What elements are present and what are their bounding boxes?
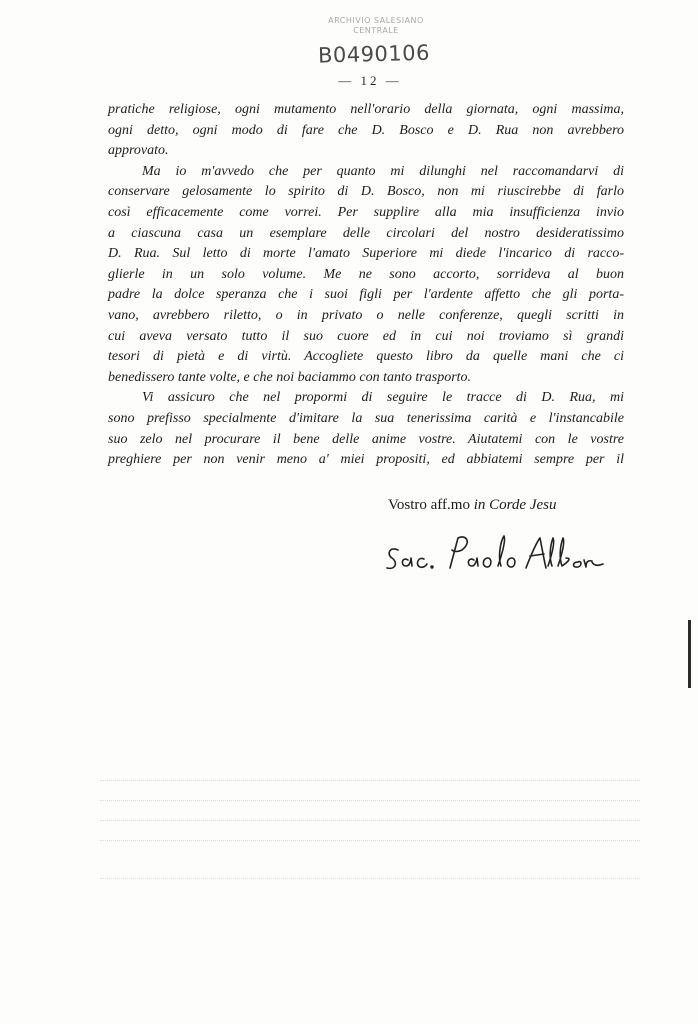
archive-number: B0490106 <box>317 40 431 68</box>
text-line: Vi assicuro che nel propormi di seguire le tracce di D. Rua, mi <box>142 390 624 406</box>
text-line: approvato. <box>108 143 169 159</box>
archive-stamp-line-1: ARCHIVIO SALESIANO <box>328 16 424 25</box>
letter-body <box>108 100 624 471</box>
margin-ink-mark <box>688 620 691 688</box>
text-line: sono prefisso specialmente d'imitare la sua tenerissima carità e l'instancabile <box>108 410 624 426</box>
text-line: Ma io m'avvedo che per quanto mi dilunghi nel raccomandarvi di <box>142 163 624 179</box>
text-line: così efficacemente come vorrei. Per supplire alla mia insufficienza invio <box>108 204 624 220</box>
bleed-through-line <box>100 820 640 822</box>
text-line: padre la dolce speranza che i suoi figli per l'ardente affetto che gli porta- <box>108 287 624 303</box>
archive-stamp <box>326 16 426 36</box>
text-line: tesori di pietà e di virtù. Accogliete questo libro da quelle mani che ci <box>108 349 624 365</box>
text-line: a ciascuna casa un esemplare delle circolari del nostro desideratissimo <box>108 225 624 241</box>
handwritten-signature <box>382 528 604 576</box>
archive-stamp-line-2: CENTRALE <box>353 26 399 35</box>
text-line: ogni detto, ogni modo di fare che D. Bosco e D. Rua non avrebbero <box>108 122 624 138</box>
text-line: conservare gelosamente lo spirito di D. Bosco, non mi riuscirebbe di farlo <box>108 184 624 200</box>
text-line: preghiere per non venir meno a' miei propositi, ed abbiatemi sempre per il <box>108 452 624 468</box>
closing-salutation <box>388 497 556 514</box>
salutation-italic: in Corde Jesu <box>473 497 557 513</box>
text-line: vano, avrebbero riletto, o in privato o nelle conferenze, quegli scritti in <box>108 307 624 323</box>
bleed-through-line <box>100 800 640 802</box>
text-line: benedissero tante volte, e che noi baciammo con tanto trasporto. <box>108 369 472 385</box>
bleed-through-line <box>100 878 640 880</box>
text-line: D. Rua. Sul letto di morte l'amato Superiore mi diede l'incarico di racco- <box>108 246 624 262</box>
text-line: pratiche religiose, ogni mutamento nell'orario della giornata, ogni massima, <box>108 102 624 117</box>
salutation-plain: Vostro aff.mo <box>388 497 474 513</box>
bleed-through-line <box>100 840 640 842</box>
text-line: suo zelo nel procurare il bene delle anime vostre. Aiutatemi con le vostre <box>108 431 624 447</box>
text-line: cui aveva versato tutto il suo cuore ed in cui noi troviamo sì grandi <box>108 328 624 344</box>
page-number: — 12 — <box>338 73 402 88</box>
bleed-through-line <box>100 780 640 782</box>
text-line: glierle in un solo volume. Me ne sono accorto, sorrideva al buon <box>108 266 624 282</box>
